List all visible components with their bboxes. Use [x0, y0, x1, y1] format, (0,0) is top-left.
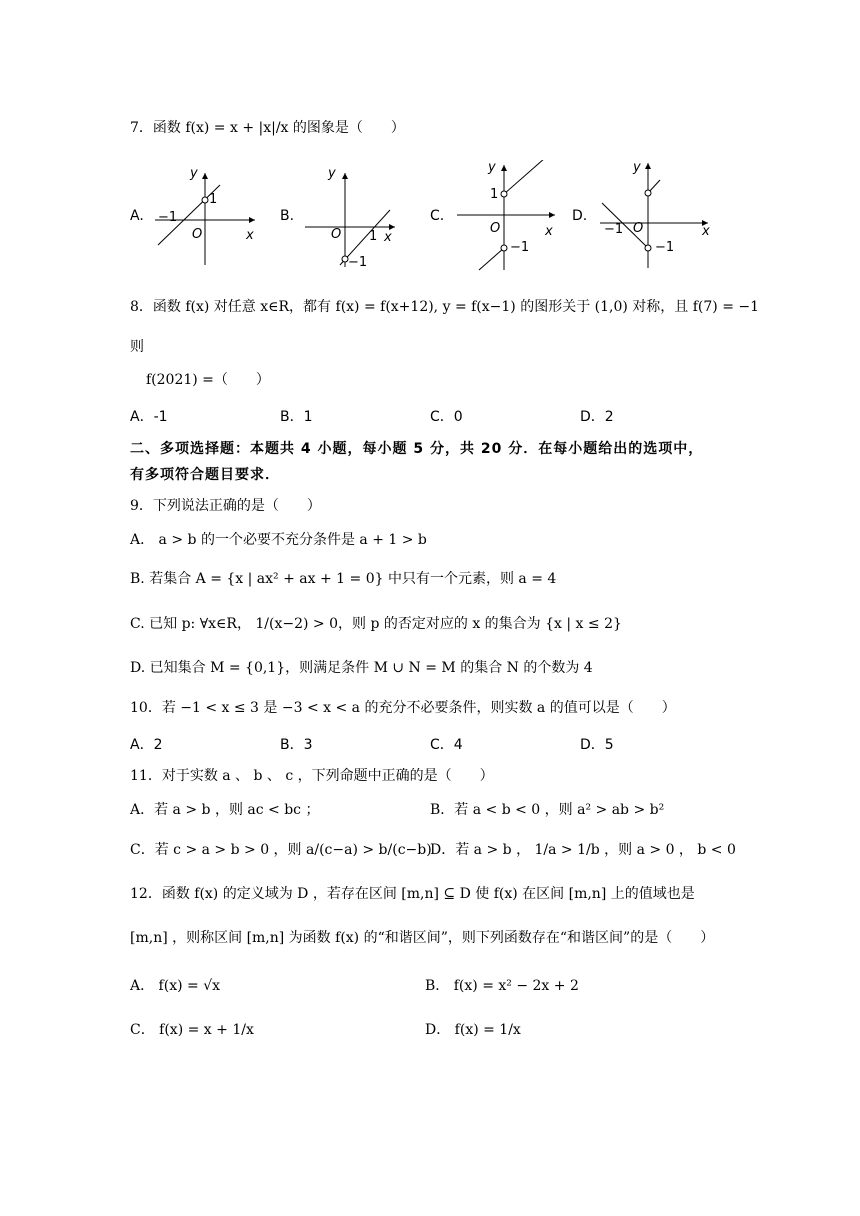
- q9-option-d: D. 已知集合 M = {0,1}，则满足条件 M ∪ N = M 的集合 N 的个数为 4: [130, 660, 593, 676]
- q7-graph-d-y: y: [633, 160, 641, 175]
- q8-option-d: D．2: [580, 409, 614, 425]
- q7-graph-d-x: x: [702, 224, 710, 239]
- q7-graph-a-mark1: −1: [158, 210, 178, 225]
- q11-option-b: B．若 a < b < 0 ，则 a² > ab > b²: [430, 802, 665, 818]
- q7-option-a-label: A.: [130, 208, 144, 224]
- q12-option-a: A． f(x) = √x: [130, 978, 221, 994]
- q11-option-c: C．若 c > a > b > 0 ，则 a/(c−a) > b/(c−b): [130, 842, 432, 858]
- q7-graph-d-mark1: −1: [604, 222, 624, 237]
- q7-graph-c: [455, 160, 565, 275]
- section-heading-line2: 有多项符合题目要求．: [130, 467, 280, 483]
- q11-option-d: D．若 a > b ， 1/a > 1/b ，则 a > 0 ， b < 0: [430, 842, 736, 858]
- q12-option-b: B． f(x) = x² − 2x + 2: [425, 978, 579, 994]
- q7-graph-b-y: y: [328, 166, 336, 181]
- q11-option-a: A．若 a > b ，则 ac < bc ；: [130, 802, 320, 818]
- q7-graph-c-mark2: −1: [510, 240, 530, 255]
- q8-stem2: f(2021) =（ ）: [146, 372, 270, 388]
- q9-stem: 9．下列说法正确的是（ ）: [130, 498, 321, 514]
- q11-stem: 11．对于实数 a 、 b 、 c ，下列命题中正确的是（ ）: [130, 768, 494, 784]
- q7-graph-a-y: y: [190, 166, 198, 181]
- q9-option-a: A． a > b 的一个必要不充分条件是 a + 1 > b: [130, 532, 427, 548]
- q7-graph-c-origin: O: [490, 221, 501, 236]
- q12-stem-line1: 12．函数 f(x) 的定义域为 D ，若存在区间 [m,n] ⊆ D 使 f(x) 在区间 [m,n] 上的值域也是: [130, 886, 695, 902]
- q8-stem: 8．函数 f(x) 对任意 x∈R，都有 f(x) = f(x+12), y = f(x−1) 的图形关于 (1,0) 对称，且 f(7) = −1: [130, 299, 760, 315]
- q7-stem: 7．函数 f(x) = x + |x|/x 的图象是（ ）: [130, 120, 405, 136]
- q12-option-c: C． f(x) = x + 1/x: [130, 1022, 254, 1038]
- q7-graph-c-x: x: [545, 224, 553, 239]
- q7-option-c-label: C.: [430, 208, 445, 224]
- q7-graph-c-y: y: [488, 160, 496, 175]
- q7-graph-b-x: x: [384, 230, 392, 245]
- q7-graph-d: [598, 158, 713, 273]
- section-heading-line1: 二、多项选择题：本题共 4 小题，每小题 5 分，共 20 分．在每小题给出的选项中，: [130, 441, 704, 457]
- q10-option-d: D．5: [580, 737, 614, 753]
- q8-stem-tail: 则: [130, 339, 144, 355]
- q9-option-c: C. 已知 p: ∀x∈R， 1/(x−2) > 0，则 p 的否定对应的 x 的集合为 {x | x ≤ 2}: [130, 616, 622, 632]
- q7-graph-d-mark2: −1: [655, 240, 675, 255]
- q8-option-c: C．0: [430, 409, 463, 425]
- q10-option-c: C．4: [430, 737, 463, 753]
- q9-option-b: B. 若集合 A = {x | ax² + ax + 1 = 0} 中只有一个元素，则 a = 4: [130, 571, 557, 587]
- q8-option-b: B．1: [280, 409, 313, 425]
- q7-option-b-label: B.: [280, 208, 295, 224]
- q10-option-b: B．3: [280, 737, 313, 753]
- q7-graph-c-mark1: 1: [490, 187, 499, 202]
- q7-graph-b-mark2: −1: [348, 255, 368, 270]
- q7-graph-a-mark2: 1: [209, 192, 218, 207]
- q12-stem-line2: [m,n] ，则称区间 [m,n] 为函数 f(x) 的“和谐区间”，则下列函数存在“和谐区间”的是（ ）: [130, 930, 715, 946]
- q8-option-a: A．-1: [130, 409, 168, 425]
- q7-graph-b-mark1: 1: [369, 229, 378, 244]
- q7-option-d-label: D.: [572, 208, 588, 224]
- q7-graph-d-origin: O: [633, 221, 644, 236]
- q7-graph-a-x: x: [246, 228, 254, 243]
- q10-option-a: A．2: [130, 737, 163, 753]
- q7-graph-b-origin: O: [331, 227, 342, 242]
- q12-option-d: D． f(x) = 1/x: [425, 1022, 521, 1038]
- q7-graph-a-origin: O: [192, 227, 203, 242]
- q10-stem: 10．若 −1 < x ≤ 3 是 −3 < x < a 的充分不必要条件，则实数 a 的值可以是（ ）: [130, 700, 676, 716]
